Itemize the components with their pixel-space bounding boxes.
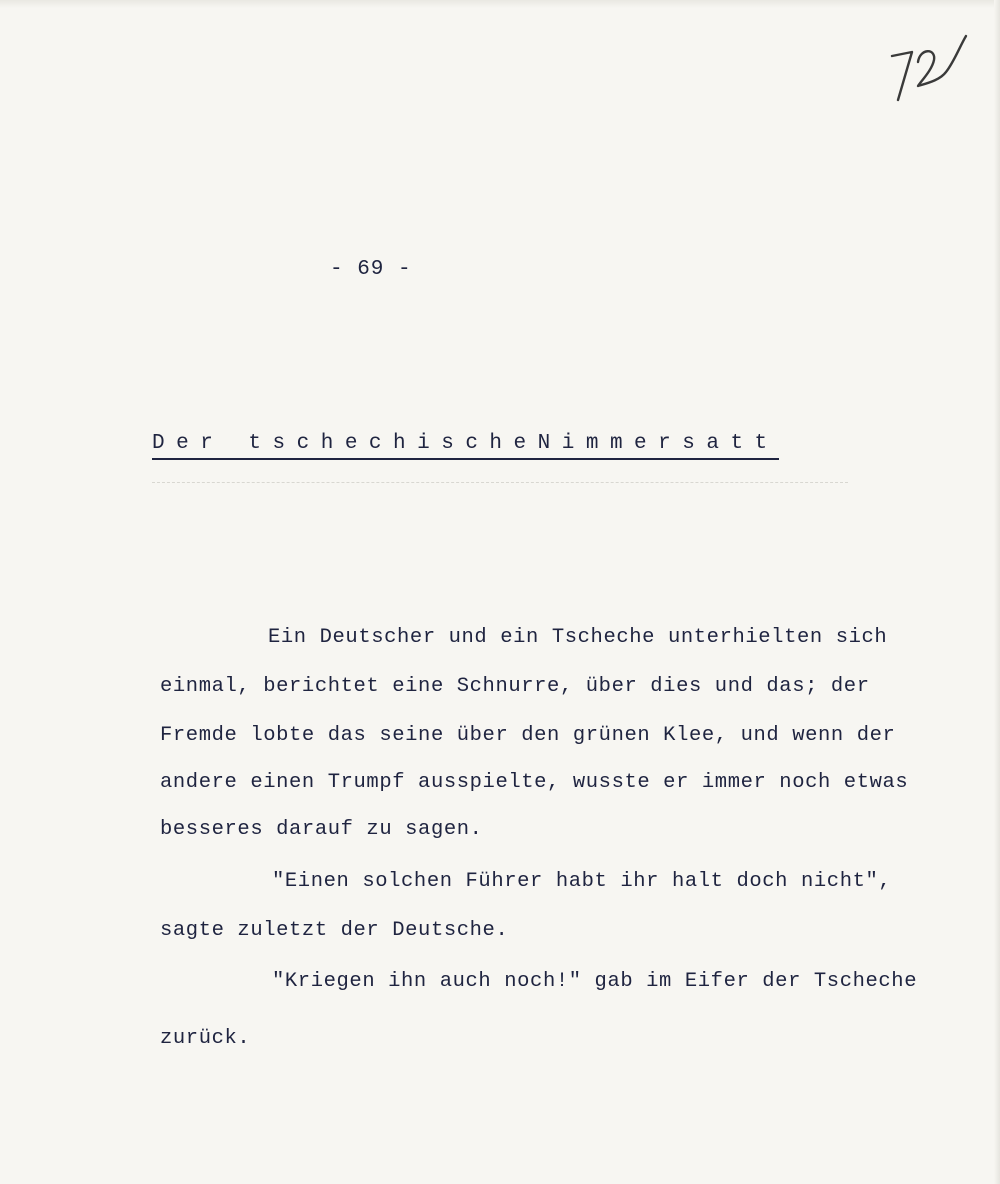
body-line-7: sagte zuletzt der Deutsche. xyxy=(160,919,509,942)
body-line-8: "Kriegen ihn auch noch!" gab im Eifer der Tscheche xyxy=(272,970,918,993)
page-number: - 69 - xyxy=(330,258,412,281)
faint-rule xyxy=(152,482,848,483)
body-line-2: einmal, berichtet eine Schnurre, über dies und das; der xyxy=(160,675,870,698)
paper-top-edge xyxy=(0,0,1000,8)
body-line-1: Ein Deutscher und ein Tscheche unterhielten sich xyxy=(268,626,888,649)
handwritten-archive-number xyxy=(888,28,978,108)
body-line-4: andere einen Trumpf ausspielte, wusste er immer noch etwas xyxy=(160,771,909,794)
document-title: Der tschechischeNimmersatt xyxy=(152,432,779,460)
body-line-3: Fremde lobte das seine über den grünen Klee, und wenn der xyxy=(160,724,896,747)
body-line-5: besseres darauf zu sagen. xyxy=(160,818,483,841)
body-line-6: "Einen solchen Führer habt ihr halt doch nicht", xyxy=(272,870,892,893)
body-line-9: zurück. xyxy=(160,1027,251,1050)
paper-right-edge xyxy=(994,0,1000,1184)
